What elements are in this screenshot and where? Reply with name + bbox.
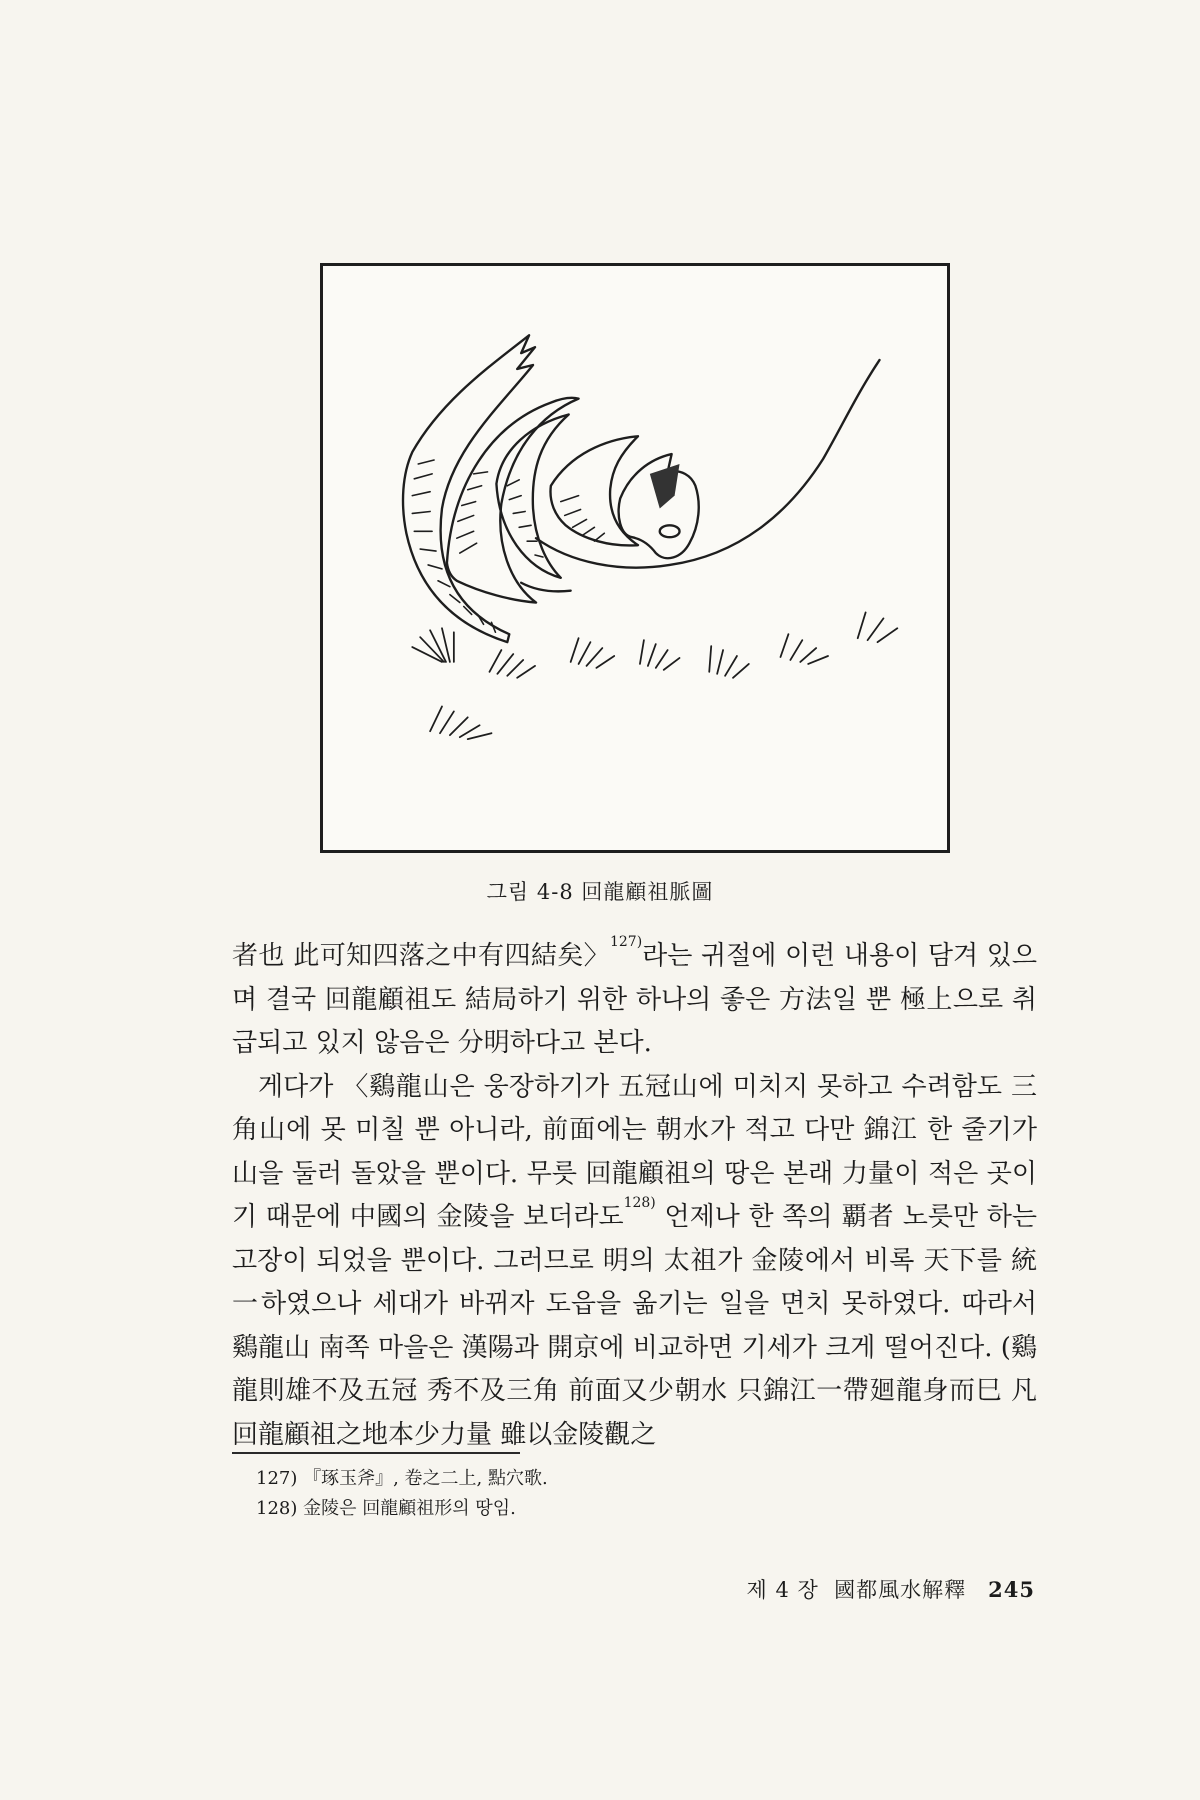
chapter-title: 제 4 장 國都風水解釋 xyxy=(746,1578,967,1602)
figure-frame xyxy=(320,263,950,853)
paragraph-1-before: 者也 此可知四落之中有四結矣〉 xyxy=(232,941,610,971)
body-text xyxy=(232,935,1037,1457)
middle-ridge xyxy=(447,398,579,603)
central-peak-dark xyxy=(650,464,680,509)
paragraph-2 xyxy=(232,1066,1037,1458)
arc-lower-line xyxy=(521,583,570,592)
dragon-vein-map-illustration xyxy=(323,266,947,850)
footnote-127: 127) 『琢玉斧』, 卷之二上, 點穴歌. xyxy=(256,1468,548,1489)
footnotes xyxy=(256,1464,1016,1524)
paragraph-1 xyxy=(232,935,1037,1066)
paragraph-2-before: 게다가 〈鷄龍山은 웅장하기가 五冠山에 미치지 못하고 수려함도 三角山에 못 미칠 뿐 아니라, 前面에는 朝水가 적고 다만 錦江 한 줄기가 山을 둘러 돌았을 뿐이다. 무릇 回龍顧祖의 땅은 본래 力量이 적은 곳이기 때문에 中國의 金陵을 보더라도 xyxy=(232,1071,1037,1232)
footnote-divider xyxy=(232,1452,520,1454)
page-number: 245 xyxy=(988,1577,1035,1602)
grass-tufts xyxy=(412,612,897,739)
footnote-ref-127: 127) xyxy=(609,934,643,950)
paragraph-2-after: 언제나 한 쪽의 覇者 노릇만 하는 고장이 되었을 뿐이다. 그러므로 明의 太祖가 金陵에서 비록 天下를 統一하였으나 세대가 바뀌자 도읍을 옮기는 일을 면치 못하였다. 따라서 鷄龍山 南쪽 마을은 漢陽과 開京에 비교하면 기세가 크게 떨어진다. (鷄龍則雄不及五冠 秀不及三角 前面又少朝水 只錦江一帶廻龍身而巳 凡回龍顧祖之地本少力量 雖以金陵觀之 xyxy=(232,1202,1037,1450)
central-spot xyxy=(660,525,680,537)
running-footer xyxy=(747,1574,1035,1604)
paragraph-1-after: 라는 귀절에 이런 내용이 담겨 있으며 결국 回龍顧祖도 結局하기 위한 하나의 좋은 方法일 뿐 極上으로 취급되고 있지 않음은 分明하다고 본다. xyxy=(232,941,1038,1058)
sweeping-arc xyxy=(536,360,879,568)
footnote-128: 128) 金陵은 回龍顧祖形의 땅임. xyxy=(256,1498,516,1519)
inner-ridge xyxy=(496,414,568,577)
footnote-ref-128: 128) xyxy=(623,1195,656,1211)
figure-caption: 그림 4-8 回龍顧祖脈圖 xyxy=(486,880,714,904)
central-peak xyxy=(619,454,699,558)
